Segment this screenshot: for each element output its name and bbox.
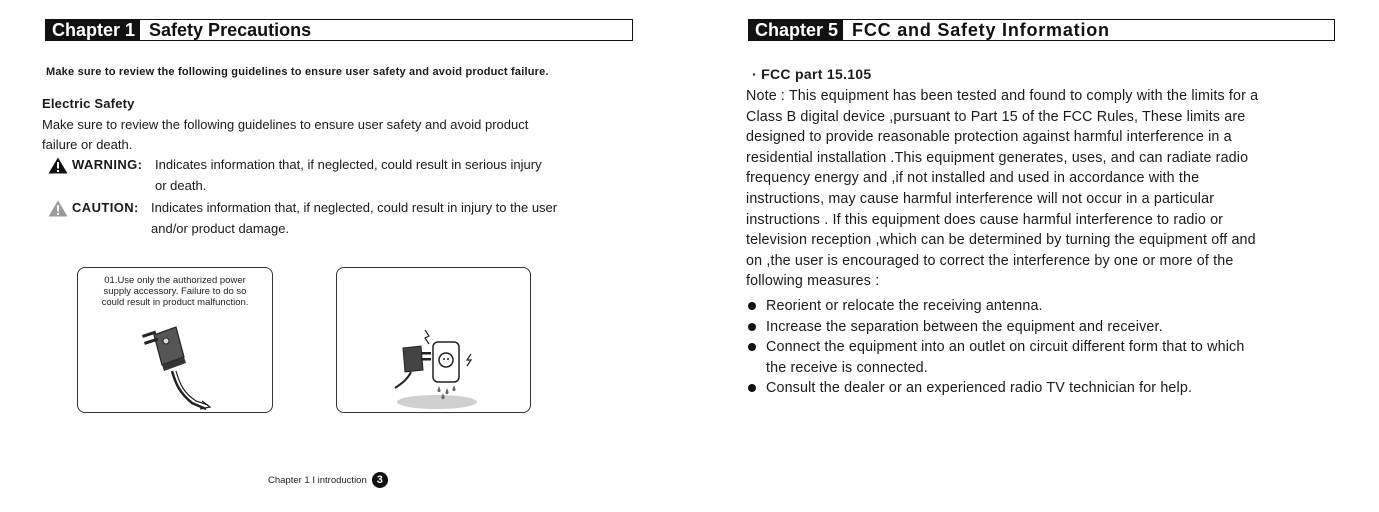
- caption-line: supply accessory. Failure to do so: [103, 286, 247, 297]
- illustration-water-hazard: [336, 267, 531, 413]
- fcc-heading: · FCC part 15.105: [752, 66, 872, 82]
- chapter-label: Chapter 1: [46, 20, 140, 40]
- chapter-5-header: [748, 19, 1335, 41]
- warning-label-text: WARNING: [72, 157, 138, 172]
- warning-label: WARNING:: [72, 157, 143, 172]
- warning-notice: [48, 155, 628, 195]
- illustration-caption: [78, 275, 272, 308]
- caution-text: Indicates information that, if neglected, could result in injury to the user: [151, 200, 558, 215]
- wet-outlet-hazard-icon: [387, 326, 487, 412]
- chapter-title: Safety Precautions: [149, 20, 312, 40]
- bullet-dot-icon: [748, 384, 756, 392]
- list-item: [746, 317, 1336, 338]
- warning-text: or death.: [155, 178, 207, 193]
- intro-text: Make sure to review the following guidelines to ensure user safety and avoid product failure.: [46, 66, 549, 78]
- chapter-label: Chapter 5: [749, 20, 843, 40]
- note-line: Class B digital device ,pursuant to Part 15 of the FCC Rules, These limits are: [746, 108, 1246, 125]
- fcc-note-paragraph: [746, 86, 1336, 292]
- paragraph-line: failure or death.: [42, 137, 133, 152]
- illustration-authorized-adapter: [77, 267, 273, 413]
- caption-line: could result in product malfunction.: [101, 297, 249, 308]
- bullet-dot-icon: [748, 343, 756, 351]
- list-item-text: Reorient or relocate the receiving antenna.: [766, 298, 1043, 314]
- footer-text: Chapter 1 I introduction: [268, 474, 367, 486]
- power-adapter-icon: [136, 323, 226, 411]
- caution-triangle-icon: [48, 200, 68, 217]
- note-line: television reception ,which can be determined by turning the equipment off and: [746, 232, 1256, 249]
- note-line: on ,the user is encouraged to correct the interference by one or more of the: [746, 252, 1234, 269]
- list-item-text: Increase the separation between the equipment and receiver.: [766, 318, 1163, 335]
- caution-text: and/or product damage.: [151, 221, 290, 236]
- note-line: designed to provide reasonable protection against harmful interference in a: [746, 129, 1232, 146]
- section-title-electric-safety: Electric Safety: [42, 96, 135, 111]
- electric-safety-paragraph: [42, 115, 612, 155]
- page-number-badge: 3: [372, 472, 388, 488]
- bullet-dot-icon: [748, 302, 756, 310]
- list-item-text: Consult the dealer or an experienced radio TV technician for help.: [766, 380, 1193, 397]
- caution-label-text: CAUTION: [72, 200, 135, 215]
- chapter-1-header: [45, 19, 633, 41]
- measures-list: [746, 296, 1336, 399]
- caution-notice: [48, 198, 628, 238]
- chapter-title: FCC and Safety Information: [852, 20, 1110, 40]
- note-line: residential installation .This equipment generates, uses, and can radiate radio: [746, 149, 1249, 166]
- warning-triangle-icon: [48, 157, 68, 174]
- list-item-text: Connect the equipment into an outlet on circuit different form that to which: [766, 339, 1245, 356]
- note-line: frequency energy and ,if not installed and used in accordance with the: [746, 170, 1200, 187]
- left-page: [0, 0, 680, 512]
- right-page: [700, 0, 1379, 512]
- list-item: [746, 337, 1336, 378]
- bullet-dot-icon: [748, 323, 756, 331]
- paragraph-line: Make sure to review the following guidelines to ensure user safety and avoid product: [42, 117, 529, 132]
- note-line: instructions . If this equipment does cause harmful interference to radio or: [746, 211, 1224, 228]
- list-item: [746, 378, 1336, 399]
- list-item: [746, 296, 1336, 317]
- page-footer: [268, 472, 388, 488]
- warning-text: Indicates information that, if neglected, could result in serious injury: [155, 157, 542, 172]
- note-line: Note : This equipment has been tested and found to comply with the limits for a: [746, 88, 1259, 104]
- list-item-text: the receive is connected.: [766, 359, 928, 376]
- note-line: instructions, may cause harmful interference will not occur in a particular: [746, 190, 1215, 207]
- note-line: following measures :: [746, 273, 880, 290]
- caution-label: CAUTION:: [72, 200, 139, 215]
- caption-line: 01.Use only the authorized power: [104, 275, 246, 286]
